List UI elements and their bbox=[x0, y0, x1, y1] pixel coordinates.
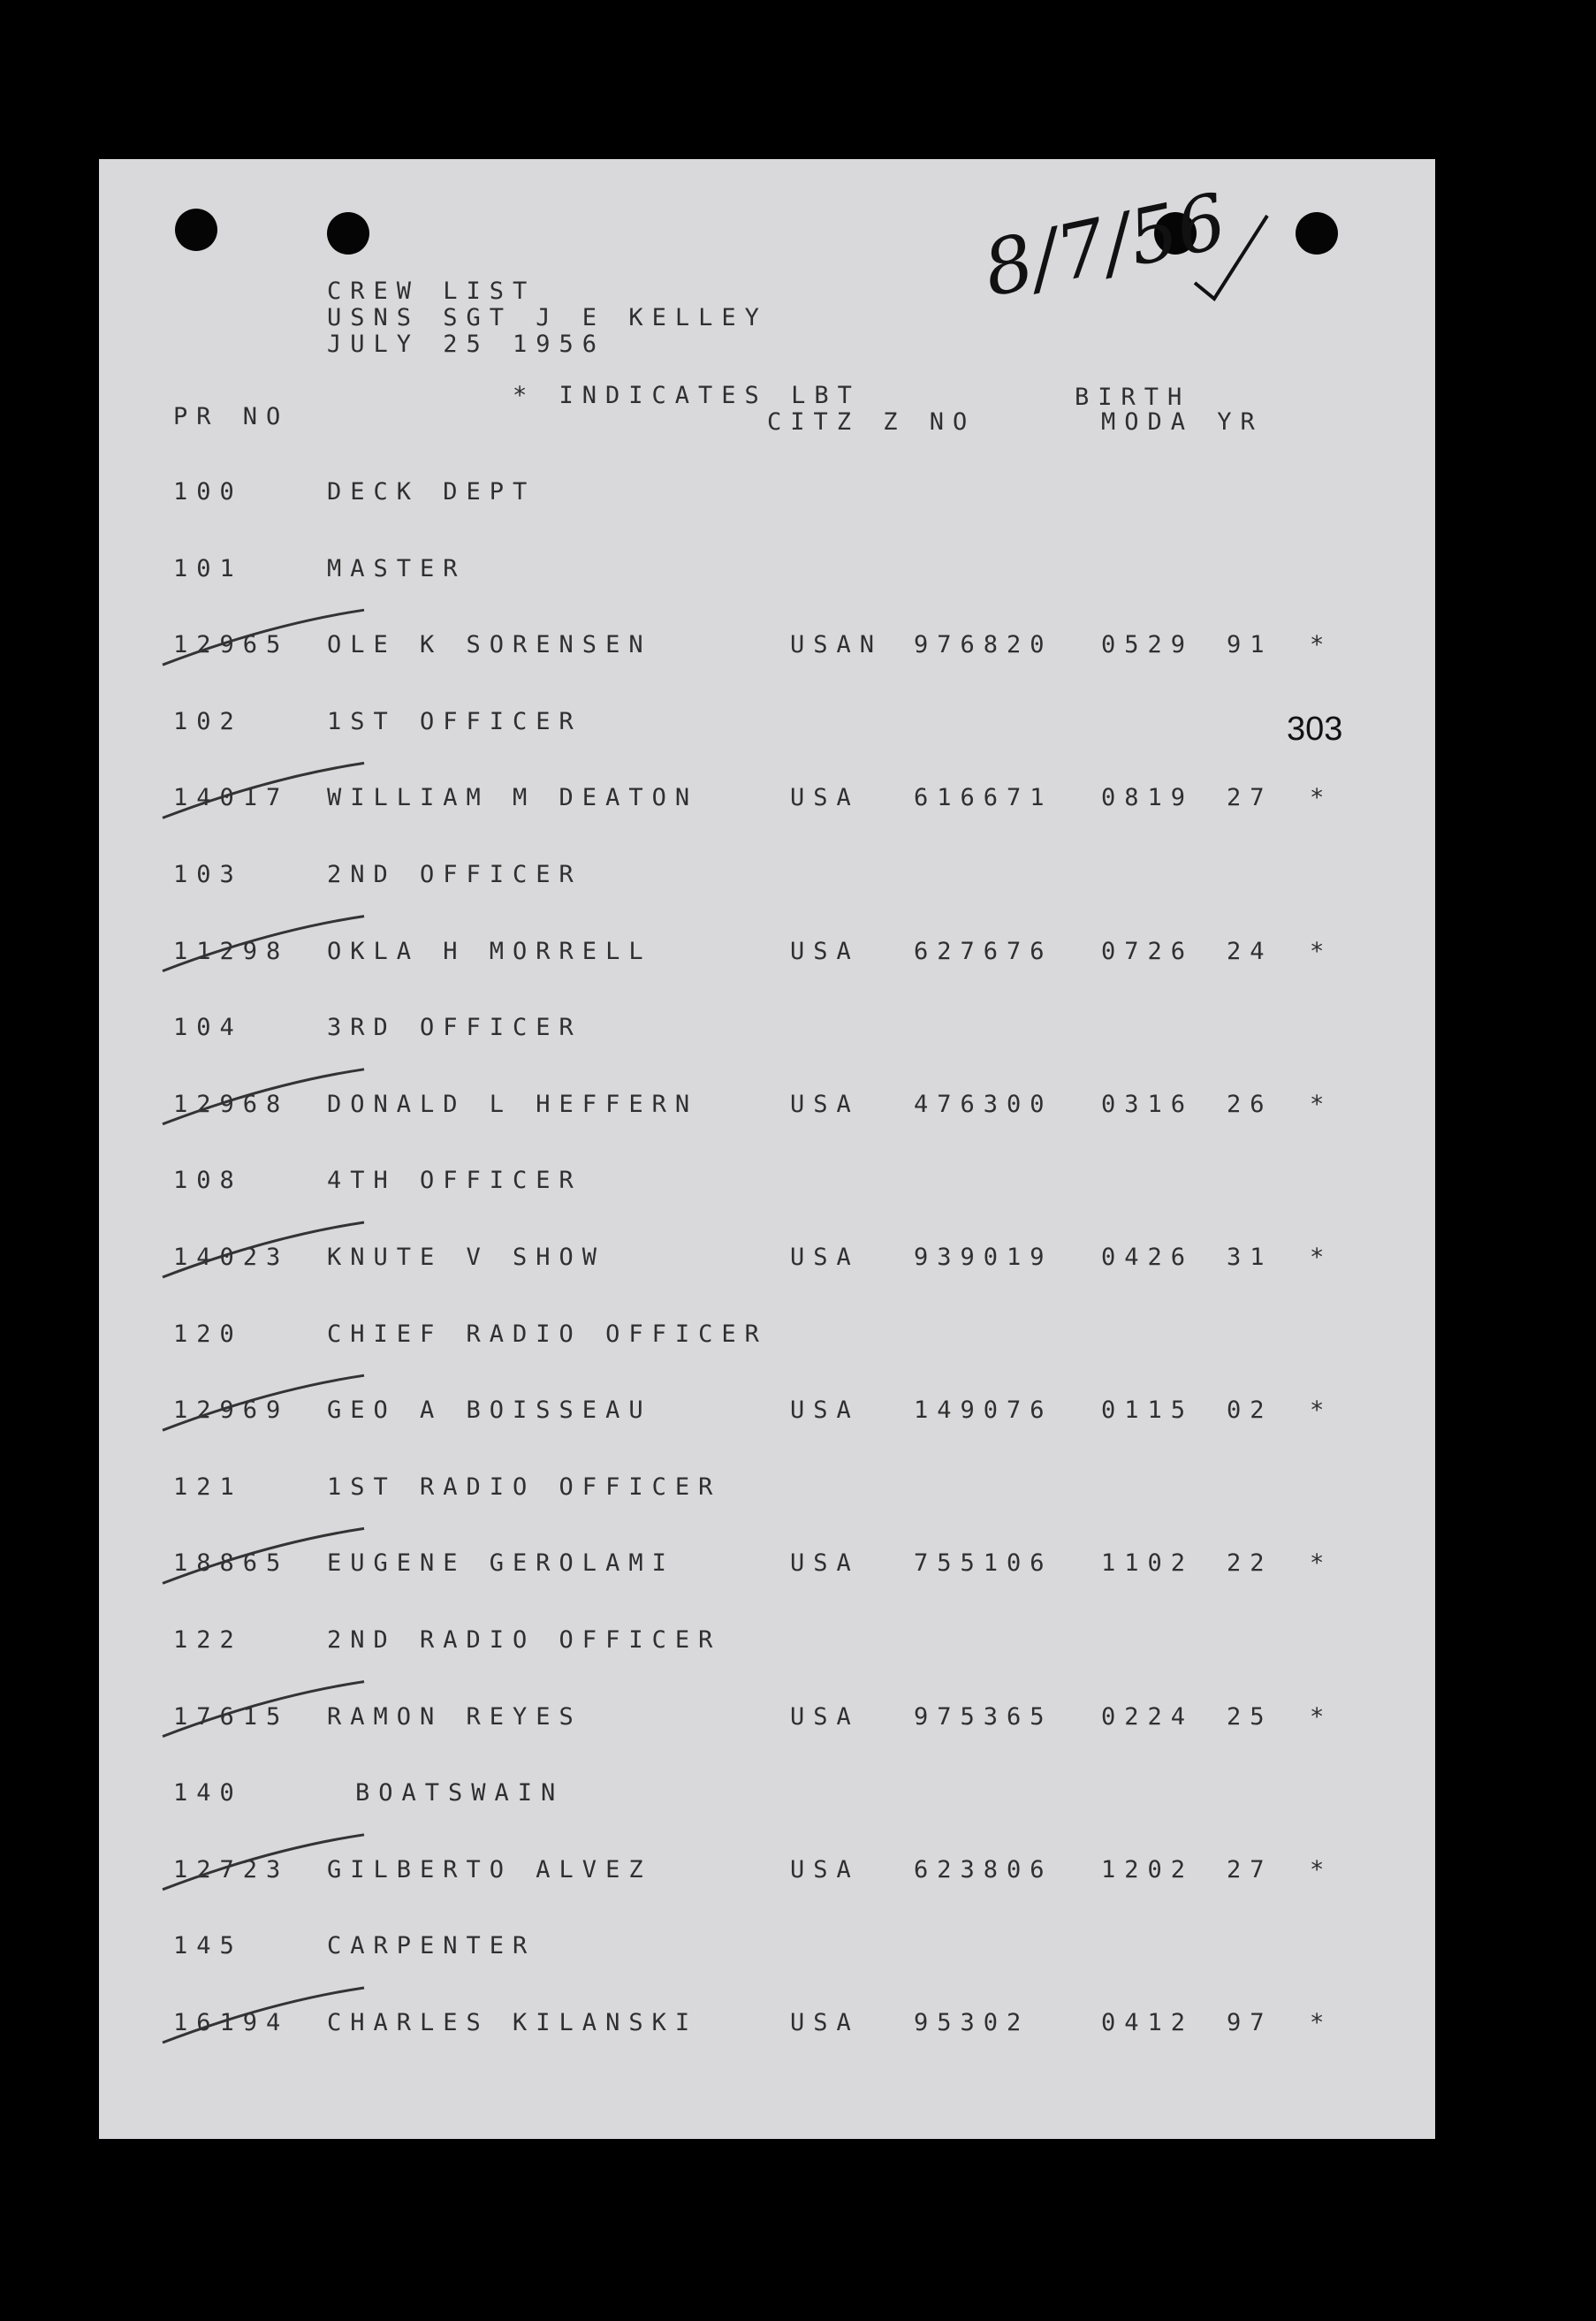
citizenship: USA bbox=[790, 784, 860, 812]
position-code: 122 bbox=[173, 1626, 243, 1654]
punch-hole bbox=[327, 212, 369, 255]
lbt-marker: * bbox=[1310, 784, 1334, 812]
column-header-pr-no: PR NO bbox=[173, 403, 290, 430]
birth-yr: 91 bbox=[1227, 631, 1273, 659]
lbt-marker: * bbox=[1310, 631, 1334, 659]
crew-number: 12969 bbox=[173, 1396, 290, 1425]
position-title: CARPENTER bbox=[327, 1932, 536, 1960]
lbt-marker: * bbox=[1310, 1702, 1334, 1731]
crew-name: KNUTE V SHOW bbox=[327, 1244, 606, 1271]
position-code: 140 bbox=[173, 1779, 243, 1807]
z-number: 755106 bbox=[914, 1549, 1053, 1578]
birth-moda: 0426 bbox=[1101, 1244, 1195, 1271]
crew-name: GILBERTO ALVEZ bbox=[327, 1855, 652, 1883]
position-title: 3RD OFFICER bbox=[327, 1014, 582, 1042]
punch-hole bbox=[175, 209, 217, 251]
page-number: 303 bbox=[1287, 711, 1343, 748]
citizenship: USA bbox=[790, 2009, 860, 2036]
citizenship: USAN bbox=[790, 631, 884, 659]
citizenship: USA bbox=[790, 1396, 860, 1425]
z-number: 476300 bbox=[914, 1090, 1053, 1118]
birth-moda: 0115 bbox=[1101, 1396, 1195, 1425]
lbt-marker: * bbox=[1310, 937, 1334, 965]
position-code: 120 bbox=[173, 1320, 243, 1348]
citizenship: USA bbox=[790, 1549, 860, 1578]
crew-name: RAMON REYES bbox=[327, 1702, 582, 1731]
birth-yr: 31 bbox=[1227, 1244, 1273, 1271]
crew-name: OKLA H MORRELL bbox=[327, 937, 652, 965]
birth-yr: 22 bbox=[1227, 1549, 1273, 1578]
z-number: 623806 bbox=[914, 1855, 1053, 1883]
crew-name: DONALD L HEFFERN bbox=[327, 1090, 699, 1118]
birth-yr: 02 bbox=[1227, 1396, 1273, 1425]
crew-name: OLE K SORENSEN bbox=[327, 631, 652, 659]
crew-number: 12965 bbox=[173, 631, 290, 659]
document-page bbox=[99, 159, 1435, 2139]
birth-moda: 0726 bbox=[1101, 937, 1195, 965]
birth-moda: 1102 bbox=[1101, 1549, 1195, 1578]
lbt-marker: * bbox=[1310, 1090, 1334, 1118]
crew-name: WILLIAM M DEATON bbox=[327, 784, 699, 812]
z-number: 939019 bbox=[914, 1244, 1053, 1271]
lbt-marker: * bbox=[1310, 1549, 1334, 1578]
birth-moda: 1202 bbox=[1101, 1855, 1195, 1883]
department-code: 100 bbox=[173, 478, 243, 506]
header-line-2: USNS SGT J E KELLEY bbox=[327, 304, 768, 331]
z-number: 975365 bbox=[914, 1702, 1053, 1731]
handwritten-date: 8/7/56 bbox=[976, 177, 1235, 315]
position-title: BOATSWAIN bbox=[355, 1779, 565, 1807]
legend-lbt: * INDICATES LBT bbox=[513, 382, 861, 409]
birth-moda: 0316 bbox=[1101, 1090, 1195, 1118]
crew-number: 12723 bbox=[173, 1855, 290, 1883]
position-title: 1ST OFFICER bbox=[327, 707, 582, 735]
crew-name: EUGENE GEROLAMI bbox=[327, 1549, 675, 1578]
position-title: 2ND OFFICER bbox=[327, 861, 582, 888]
crew-number: 18865 bbox=[173, 1549, 290, 1578]
crew-number: 14023 bbox=[173, 1244, 290, 1271]
position-title: 4TH OFFICER bbox=[327, 1167, 582, 1195]
position-code: 103 bbox=[173, 861, 243, 888]
birth-moda: 0529 bbox=[1101, 631, 1195, 659]
crew-number: 17615 bbox=[173, 1702, 290, 1731]
punch-hole bbox=[1296, 212, 1338, 255]
birth-moda: 0224 bbox=[1101, 1702, 1195, 1731]
strike-marks bbox=[99, 159, 1435, 2139]
position-code: 104 bbox=[173, 1014, 243, 1042]
z-number: 149076 bbox=[914, 1396, 1053, 1425]
crew-number: 14017 bbox=[173, 784, 290, 812]
z-number: 95302 bbox=[914, 2009, 1030, 2036]
z-number: 976820 bbox=[914, 631, 1053, 659]
header-line-3: JULY 25 1956 bbox=[327, 331, 606, 358]
position-title: 1ST RADIO OFFICER bbox=[327, 1473, 722, 1501]
crew-number: 16194 bbox=[173, 2009, 290, 2036]
birth-yr: 26 bbox=[1227, 1090, 1273, 1118]
birth-yr: 97 bbox=[1227, 2009, 1273, 2036]
birth-yr: 27 bbox=[1227, 784, 1273, 812]
citizenship: USA bbox=[790, 937, 860, 965]
crew-name: CHARLES KILANSKI bbox=[327, 2009, 699, 2036]
position-code: 121 bbox=[173, 1473, 243, 1501]
citizenship: USA bbox=[790, 1244, 860, 1271]
header-line-1: CREW LIST bbox=[327, 278, 536, 305]
column-header-birth: BIRTH bbox=[1075, 384, 1191, 411]
position-code: 145 bbox=[173, 1932, 243, 1960]
birth-moda: 0412 bbox=[1101, 2009, 1195, 2036]
position-code: 101 bbox=[173, 554, 243, 582]
crew-name: GEO A BOISSEAU bbox=[327, 1396, 652, 1425]
citizenship: USA bbox=[790, 1090, 860, 1118]
lbt-marker: * bbox=[1310, 2009, 1334, 2036]
check-mark-icon bbox=[99, 159, 1435, 2139]
z-number: 616671 bbox=[914, 784, 1053, 812]
department-title: DECK DEPT bbox=[327, 478, 536, 506]
crew-number: 12968 bbox=[173, 1090, 290, 1118]
column-header-moda-yr: MODA YR bbox=[1101, 408, 1264, 436]
citizenship: USA bbox=[790, 1855, 860, 1883]
crew-number: 11298 bbox=[173, 937, 290, 965]
birth-yr: 24 bbox=[1227, 937, 1273, 965]
position-title: CHIEF RADIO OFFICER bbox=[327, 1320, 768, 1348]
position-title: 2ND RADIO OFFICER bbox=[327, 1626, 722, 1654]
column-header-citz-z-no: CITZ Z NO bbox=[767, 408, 977, 436]
citizenship: USA bbox=[790, 1702, 860, 1731]
birth-yr: 25 bbox=[1227, 1702, 1273, 1731]
lbt-marker: * bbox=[1310, 1244, 1334, 1271]
position-code: 108 bbox=[173, 1167, 243, 1195]
z-number: 627676 bbox=[914, 937, 1053, 965]
position-title: MASTER bbox=[327, 554, 467, 582]
lbt-marker: * bbox=[1310, 1855, 1334, 1883]
position-code: 102 bbox=[173, 707, 243, 735]
lbt-marker: * bbox=[1310, 1396, 1334, 1425]
birth-moda: 0819 bbox=[1101, 784, 1195, 812]
birth-yr: 27 bbox=[1227, 1855, 1273, 1883]
